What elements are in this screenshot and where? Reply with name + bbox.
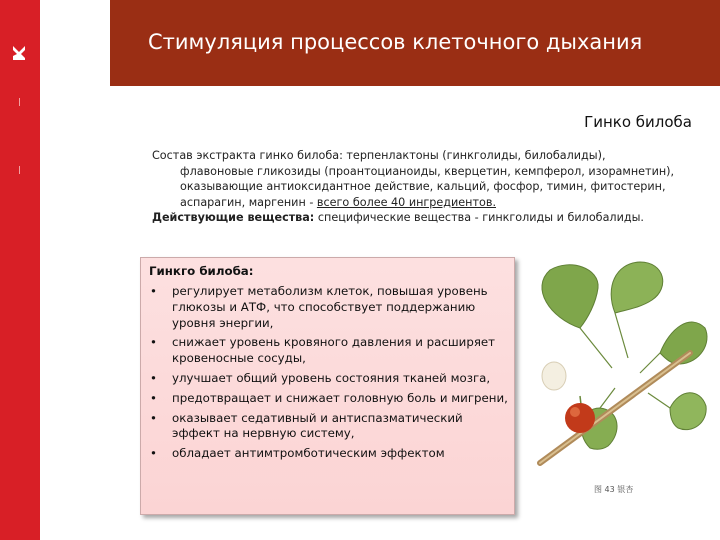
- composition-text: экстракта гинко билоба: терпенлактоны (гинкголиды, билобалиды),: [192, 149, 606, 162]
- active-substances-line: [152, 210, 697, 226]
- effect-text: снижает уровень кровяного давления и расширяет кровеносные сосуды,: [172, 335, 496, 366]
- effect-text: улучшает общий уровень состояния тканей мозга,: [172, 370, 491, 385]
- bullet-icon: •: [150, 390, 157, 405]
- ginkgo-illustration: [520, 258, 710, 468]
- left-decorative-strip: [0, 0, 40, 540]
- strip-divider: [19, 166, 20, 174]
- composition-text: аспарагин, маргенин -: [180, 195, 317, 209]
- slide-subtitle: Гинко билоба: [584, 113, 692, 131]
- composition-line: [152, 148, 697, 164]
- slide-title: Стимуляция процессов клеточного дыхания: [148, 30, 643, 54]
- ginkgo-leaf-icon: [611, 262, 663, 313]
- effect-text: предотвращает и снижает головную боль и мигрени,: [172, 390, 508, 405]
- active-substances-label: Действующие вещества:: [152, 211, 315, 225]
- effect-text: обладает антимтромботическим эффектом: [172, 446, 445, 461]
- effect-text: оказывает седативный и антиспазматический эффект на нервную систему,: [172, 410, 463, 441]
- composition-line: флавоновые гликозиды (проантоцианоиды, кверцетин, кемпферол, изорамнетин),: [180, 164, 675, 178]
- active-substances-text: специфические вещества - гинкголиды и билобалиды.: [314, 211, 644, 225]
- effect-text: регулирует метаболизм клеток, повышая уровень глюкозы и АТФ, что способствует поддержанию уровня энергии,: [172, 284, 488, 330]
- bullet-icon: •: [150, 284, 157, 298]
- composition-line: оказывающие антиоксидантное действие, кальций, фосфор, тимин, фитостерин,: [180, 180, 666, 194]
- bullet-icon: •: [150, 410, 157, 425]
- composition-paragraph: [152, 148, 697, 226]
- logo-mark-icon: [11, 44, 27, 62]
- ginkgo-leaf-icon: [542, 265, 598, 328]
- ginkgo-fruit-icon: [565, 403, 595, 433]
- effects-list: [149, 284, 509, 466]
- composition-line: [152, 195, 697, 211]
- effects-title: Гинкго билоба:: [149, 264, 254, 278]
- strip-divider: [19, 98, 20, 106]
- bullet-icon: •: [150, 335, 157, 350]
- seed-icon: [542, 362, 566, 390]
- effects-box: [140, 257, 515, 515]
- effect-item: [149, 371, 509, 387]
- effect-item: [149, 411, 509, 443]
- ingredient-count: всего более 40 ингредиентов.: [316, 195, 496, 209]
- bullet-icon: •: [150, 446, 157, 461]
- ginkgo-leaf-icon: [670, 393, 706, 430]
- effect-item: [149, 284, 509, 331]
- effect-item: [149, 391, 509, 407]
- composition-label: Состав: [152, 149, 193, 162]
- effect-item: [149, 335, 509, 367]
- bullet-icon: •: [150, 370, 157, 385]
- illustration-caption: 图 43 银杏: [594, 485, 634, 494]
- effect-item: [149, 446, 509, 462]
